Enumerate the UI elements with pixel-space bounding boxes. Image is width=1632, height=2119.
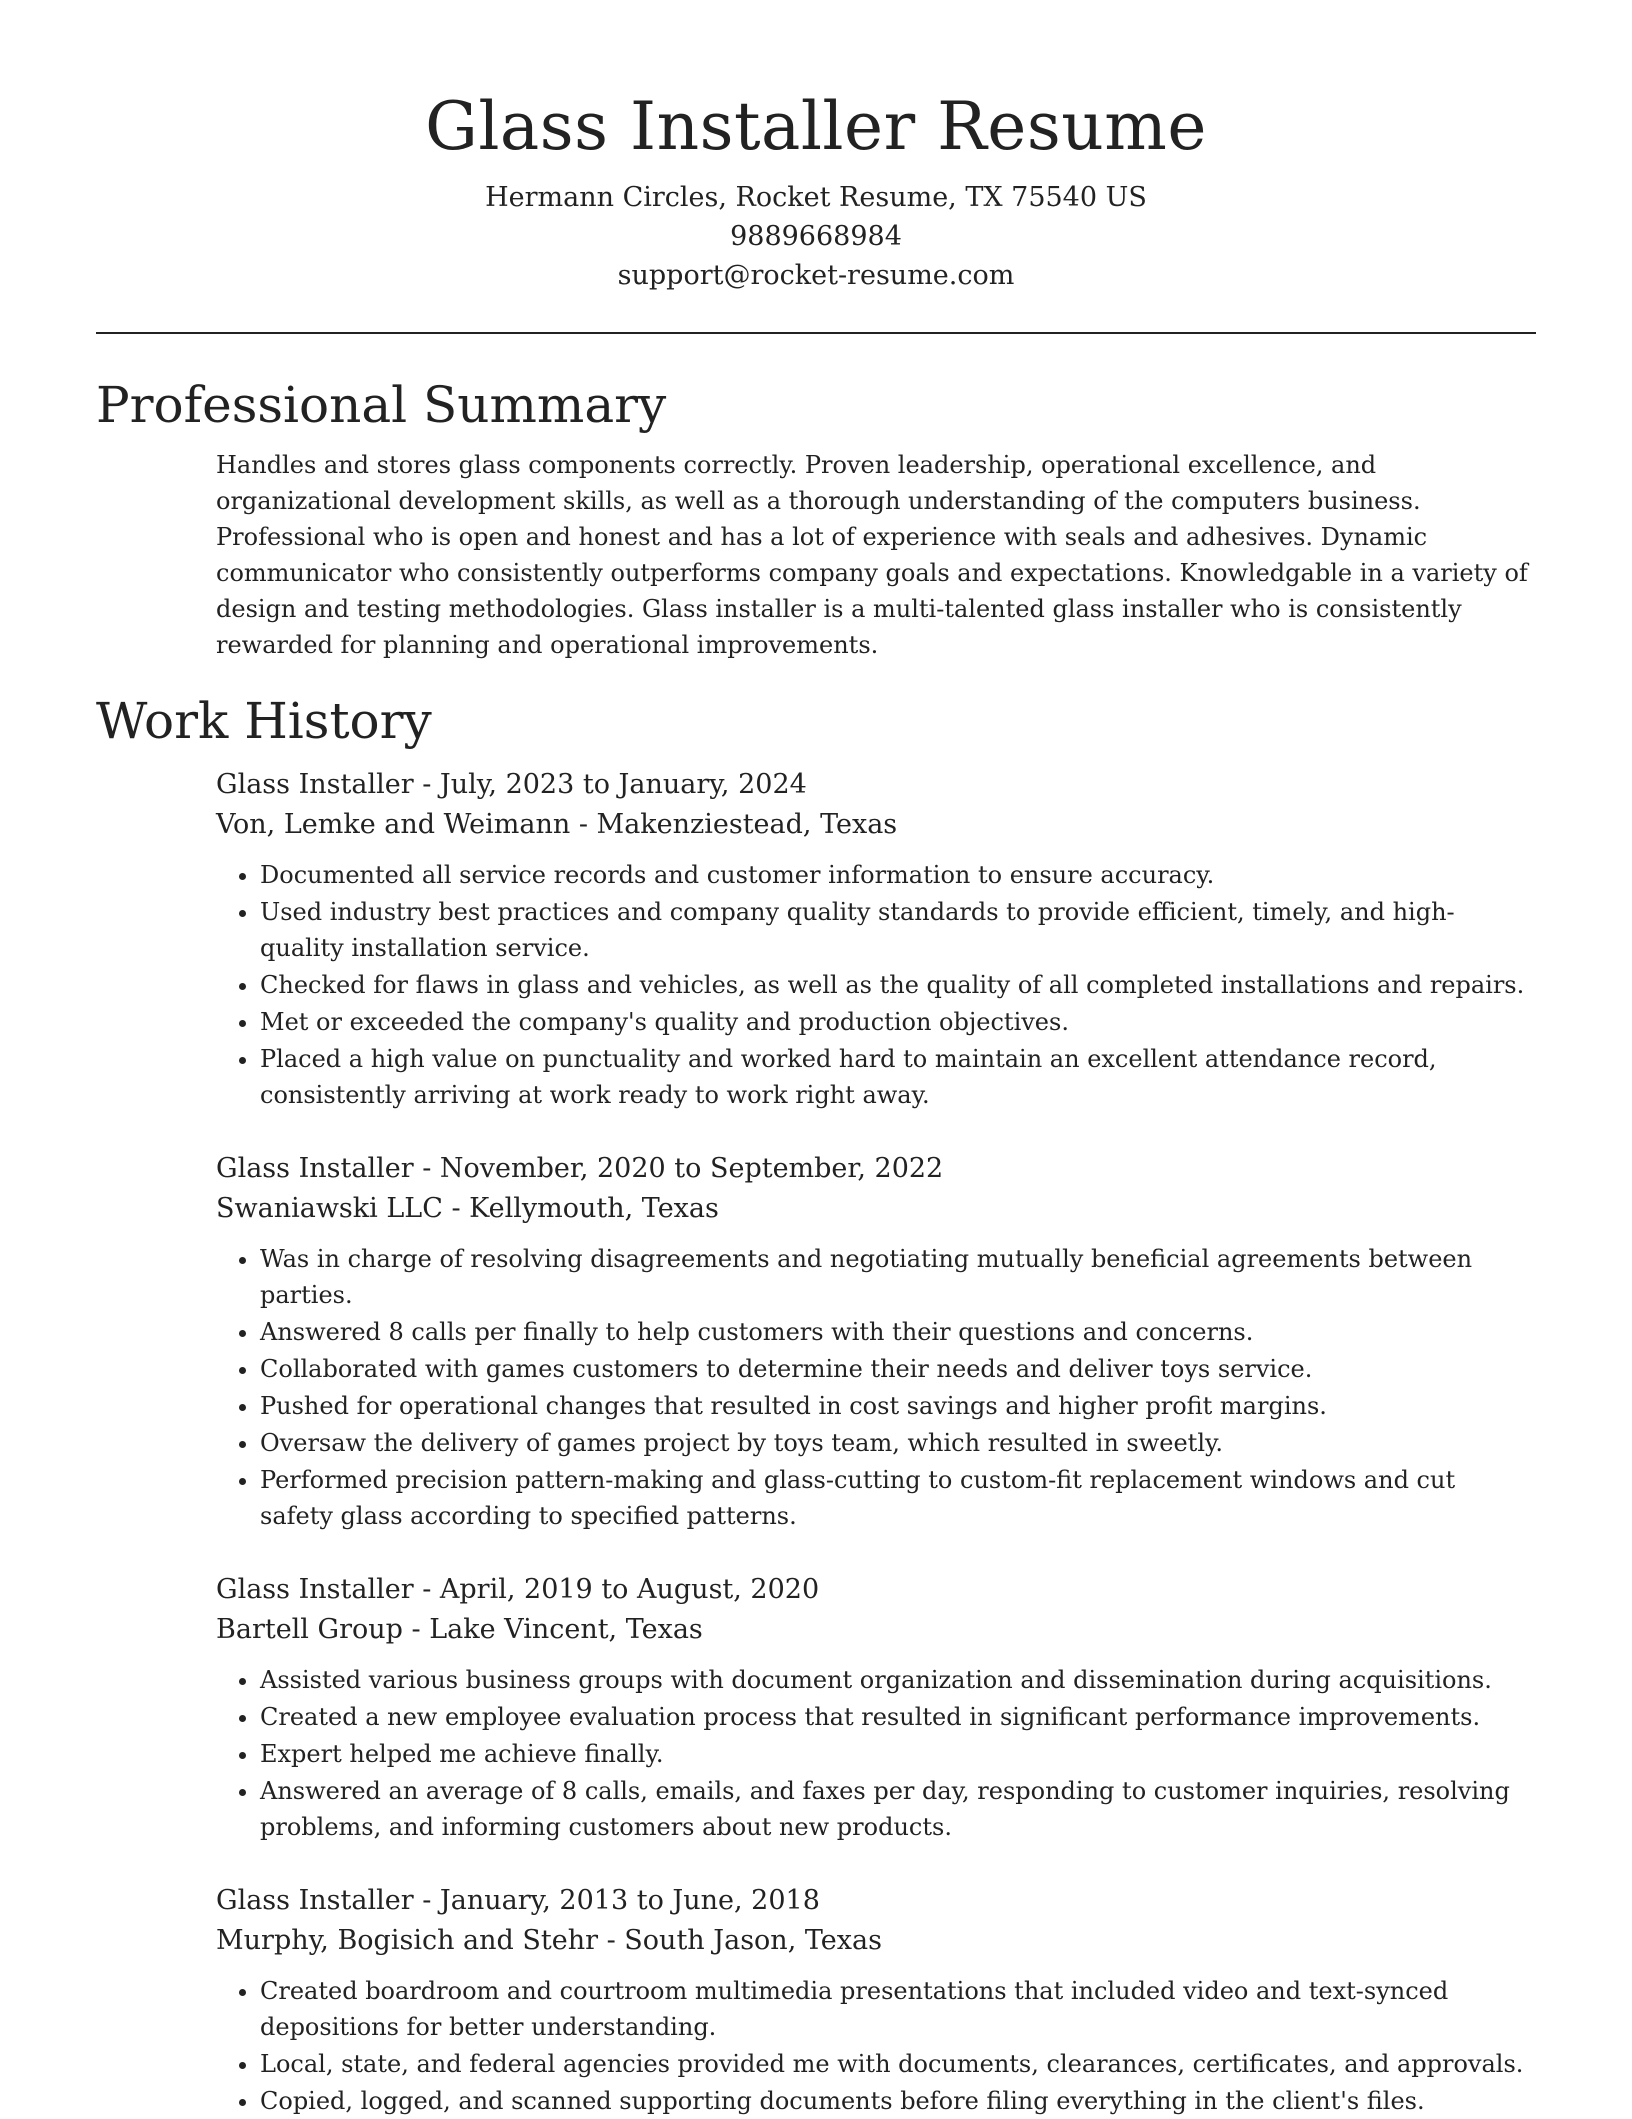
job-company: Von, Lemke and Weimann - Makenziestead, Texas (216, 809, 898, 840)
job-bullet: • Assisted various business groups with document organization and dissemination during acquisitions. (260, 1662, 1531, 1698)
job-bullets (216, 1241, 1531, 1534)
job-bullet: • Answered 8 calls per finally to help customers with their questions and concerns. (260, 1314, 1531, 1350)
job-bullet: • Documented all service records and customer information to ensure accuracy. (260, 857, 1531, 893)
contact-block (96, 178, 1536, 295)
job-bullet: • Collaborated with games customers to determine their needs and deliver toys service. (260, 1351, 1531, 1387)
contact-email: support@rocket-resume.com (617, 260, 1015, 291)
job-bullet: • Answered an average of 8 calls, emails, and faxes per day, responding to customer inquiries, resolving problems, and informing customers about new products. (260, 1773, 1531, 1845)
job-bullet: • Pushed for operational changes that resulted in cost savings and higher profit margins. (260, 1388, 1531, 1424)
job-bullets (216, 857, 1531, 1113)
job-bullets (216, 1662, 1531, 1845)
job-bullet: • Copied, logged, and scanned supporting documents before filing everything in the client's files. (260, 2083, 1531, 2119)
job-entry (216, 765, 1531, 1113)
job-bullet: • Created boardroom and courtroom multimedia presentations that included video and text-synced depositions for better understanding. (260, 1973, 1531, 2045)
job-entry (216, 1570, 1531, 1845)
work-history-list (216, 765, 1531, 2119)
job-entry (216, 1149, 1531, 1534)
job-bullet: • Oversaw the delivery of games project by toys team, which resulted in sweetly. (260, 1425, 1531, 1461)
job-title: Glass Installer - January, 2013 to June, 2018 (216, 1885, 820, 1916)
job-bullet: • Checked for flaws in glass and vehicles, as well as the quality of all completed installations and repairs. (260, 967, 1531, 1003)
job-bullets (216, 1973, 1531, 2119)
job-bullet: • Was in charge of resolving disagreements and negotiating mutually beneficial agreements between parties. (260, 1241, 1531, 1313)
summary-text: Handles and stores glass components correctly. Proven leadership, operational excellence, and organizational development skills, as well as a thorough understanding of the computers business. Professional who is open and honest and has a lot of experience with seals and adhesives. Dynamic communicator who consistently outperforms company goals and expectations. Knowledgable in a variety of design and testing methodologies. Glass installer is a multi-talented glass installer who is consistently rewarded for planning and operational improvements. (216, 451, 1528, 659)
resume-page (96, 0, 1536, 2119)
job-bullet: • Created a new employee evaluation process that resulted in significant performance improvements. (260, 1699, 1531, 1735)
job-title: Glass Installer - July, 2023 to January, 2024 (216, 769, 807, 800)
header-divider (96, 332, 1536, 334)
job-title: Glass Installer - November, 2020 to September, 2022 (216, 1153, 944, 1184)
job-bullet: • Local, state, and federal agencies provided me with documents, clearances, certificates, and approvals. (260, 2046, 1531, 2082)
job-bullet: • Performed precision pattern-making and glass-cutting to custom-fit replacement windows and cut safety glass according to specified patterns. (260, 1462, 1531, 1534)
job-entry (216, 1881, 1531, 2119)
contact-address: Hermann Circles, Rocket Resume, TX 75540 US (485, 182, 1147, 213)
contact-phone: 9889668984 (730, 221, 902, 252)
job-bullet: • Expert helped me achieve finally. (260, 1736, 1531, 1772)
job-company: Swaniawski LLC - Kellymouth, Texas (216, 1193, 719, 1224)
job-company: Bartell Group - Lake Vincent, Texas (216, 1614, 703, 1645)
job-bullet: • Placed a high value on punctuality and worked hard to maintain an excellent attendance record, consistently arriving at work ready to work right away. (260, 1041, 1531, 1113)
job-bullet: • Met or exceeded the company's quality and production objectives. (260, 1004, 1531, 1040)
summary-heading: Professional Summary (96, 376, 667, 434)
job-bullet: • Used industry best practices and company quality standards to provide efficient, timely, and high-quality installation service. (260, 894, 1531, 966)
job-company: Murphy, Bogisich and Stehr - South Jason, Texas (216, 1925, 882, 1956)
job-title: Glass Installer - April, 2019 to August, 2020 (216, 1574, 820, 1605)
resume-title: Glass Installer Resume (425, 88, 1207, 165)
work-history-heading: Work History (96, 692, 432, 750)
